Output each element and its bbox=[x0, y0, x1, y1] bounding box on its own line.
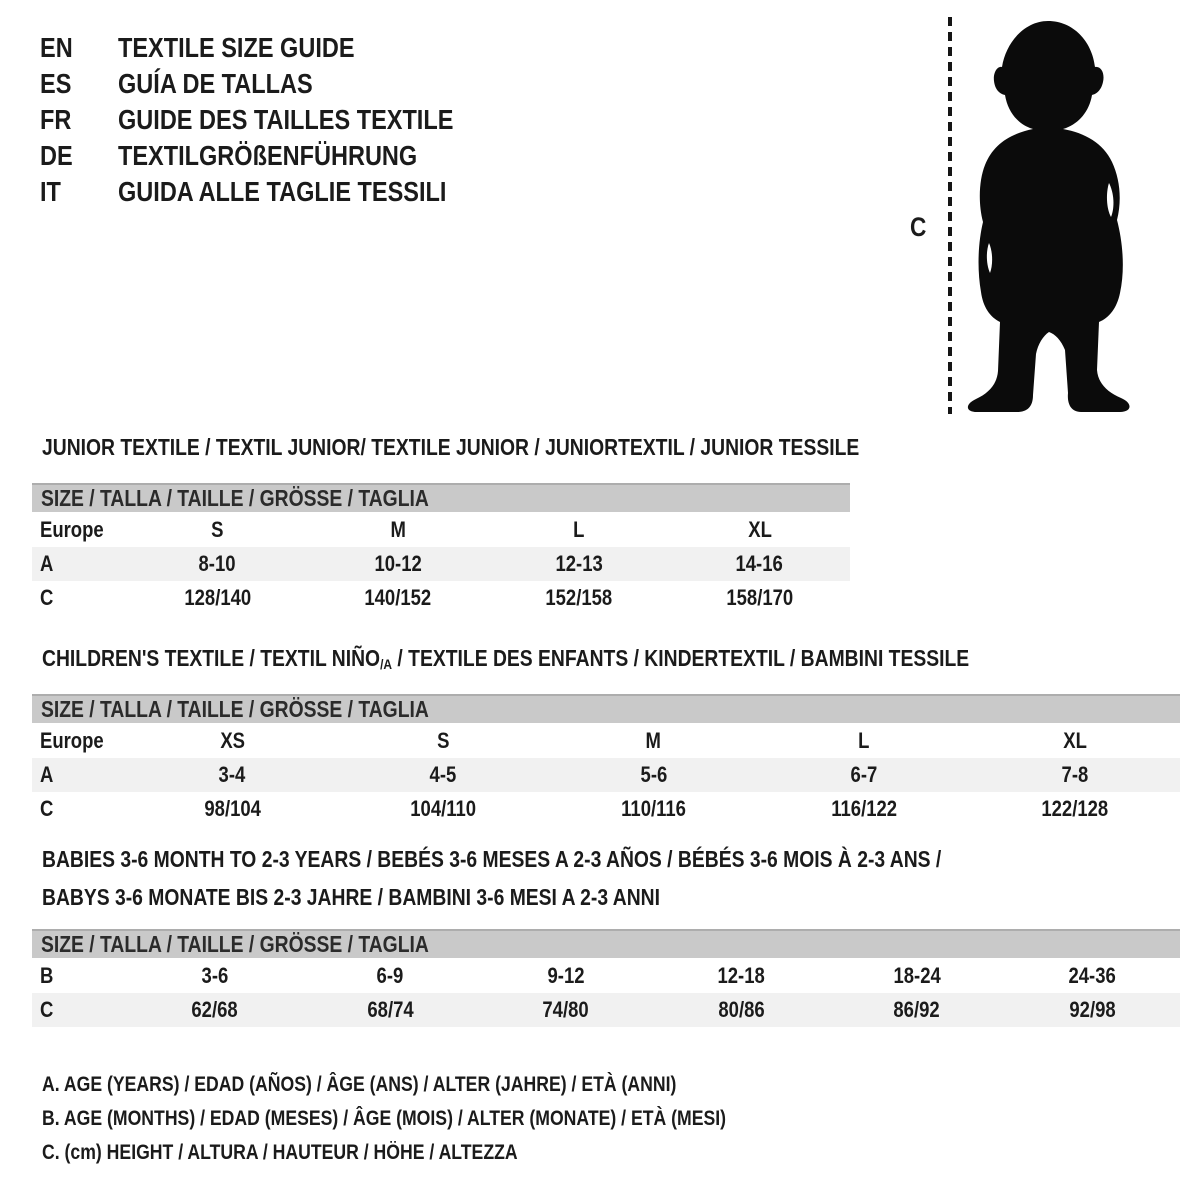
table-cell: 6-7 bbox=[850, 762, 878, 787]
language-code-es: ES bbox=[40, 68, 72, 99]
language-code-en: EN bbox=[40, 32, 73, 63]
children-col-l: L bbox=[858, 727, 870, 753]
table-cell: 4-5 bbox=[429, 762, 457, 787]
junior-section-title bbox=[42, 434, 1015, 460]
table-cell: 18-24 bbox=[893, 962, 941, 988]
junior-row-a-label: A bbox=[40, 551, 54, 576]
children-col-xl: XL bbox=[1062, 727, 1087, 753]
junior-col-s: S bbox=[211, 516, 224, 542]
table-cell: 128/140 bbox=[183, 585, 251, 610]
children-size-header-bar bbox=[32, 694, 1180, 723]
baby-silhouette-icon bbox=[945, 15, 1145, 415]
children-row-a-label: A bbox=[40, 762, 54, 787]
table-cell: 5-6 bbox=[640, 762, 667, 787]
children-section-title bbox=[42, 645, 1146, 678]
junior-size-header-text: SIZE / TALLA / TAILLE / GRÖSSE / TAGLIA bbox=[41, 485, 429, 511]
children-row-c bbox=[32, 792, 1180, 826]
table-cell: 68/74 bbox=[367, 997, 414, 1022]
legend-line-c bbox=[42, 1138, 608, 1168]
table-cell: 92/98 bbox=[1069, 997, 1116, 1022]
table-cell: 74/80 bbox=[542, 997, 589, 1022]
children-col-m: M bbox=[645, 727, 662, 753]
table-cell: 3-4 bbox=[218, 762, 246, 787]
table-cell: 110/116 bbox=[621, 796, 686, 821]
children-columns-row bbox=[32, 723, 1180, 758]
children-col-xs: XS bbox=[219, 727, 245, 753]
table-cell: 86/92 bbox=[893, 997, 940, 1022]
language-code-it: IT bbox=[40, 176, 61, 207]
language-label-en: TEXTILE SIZE GUIDE bbox=[118, 32, 355, 63]
junior-col-m: M bbox=[390, 516, 406, 542]
junior-columns-row bbox=[32, 512, 850, 547]
language-row-es bbox=[40, 66, 517, 102]
table-cell: 62/68 bbox=[191, 997, 238, 1022]
table-cell: 12-13 bbox=[555, 551, 603, 576]
babies-row-b-label: B bbox=[40, 962, 54, 988]
table-cell: 152/158 bbox=[545, 585, 613, 610]
junior-row-c-label: C bbox=[40, 585, 54, 610]
language-label-es: GUÍA DE TALLAS bbox=[118, 68, 313, 99]
children-row-c-label: C bbox=[40, 796, 54, 821]
babies-size-header-text: SIZE / TALLA / TAILLE / GRÖSSE / TAGLIA bbox=[41, 931, 429, 957]
children-section-title-text bbox=[42, 645, 969, 678]
table-cell: 104/110 bbox=[409, 796, 476, 821]
babies-row-c-label: C bbox=[40, 997, 54, 1022]
table-cell: 80/86 bbox=[718, 997, 765, 1022]
table-cell: 158/170 bbox=[726, 585, 794, 610]
table-cell: 12-18 bbox=[717, 962, 765, 988]
junior-col-europe: Europe bbox=[40, 516, 104, 542]
language-label-it: GUIDA ALLE TAGLIE TESSILI bbox=[118, 176, 447, 207]
children-size-header-text: SIZE / TALLA / TAILLE / GRÖSSE / TAGLIA bbox=[41, 696, 429, 722]
children-col-s: S bbox=[436, 727, 450, 753]
babies-title-line1-text: BABIES 3-6 MONTH TO 2-3 YEARS / BEBÉS 3-6 MESES A 2-3 AÑOS / BÉBÉS 3-6 MOIS À 2-3 ANS / bbox=[42, 846, 942, 872]
table-cell: 10-12 bbox=[374, 551, 422, 576]
junior-row-c bbox=[32, 581, 850, 615]
table-cell: 116/122 bbox=[831, 796, 897, 821]
junior-col-l: L bbox=[573, 516, 585, 542]
table-cell: 14-16 bbox=[735, 551, 784, 576]
language-code-de: DE bbox=[40, 140, 73, 171]
language-list bbox=[40, 30, 517, 210]
table-cell: 7-8 bbox=[1061, 762, 1089, 787]
babies-section-title-line1 bbox=[42, 846, 1113, 872]
legend-line-a-text: A. AGE (YEARS) / EDAD (AÑOS) / ÂGE (ANS) / ALTER (JAHRE) / ETÀ (ANNI) bbox=[42, 1073, 677, 1096]
junior-size-header-bar bbox=[32, 483, 850, 512]
babies-size-header-bar bbox=[32, 929, 1180, 958]
language-label-de: TEXTILGRÖßENFÜHRUNG bbox=[118, 140, 418, 171]
children-title-subscript: /A bbox=[380, 657, 393, 674]
babies-row-c bbox=[32, 993, 1180, 1027]
legend-line-c-text: C. (cm) HEIGHT / ALTURA / HAUTEUR / HÖHE / ALTEZZA bbox=[42, 1141, 518, 1164]
legend-line-b-text: B. AGE (MONTHS) / EDAD (MESES) / ÂGE (MOIS) / ALTER (MONATE) / ETÀ (MESI) bbox=[42, 1107, 727, 1130]
table-cell: 24-36 bbox=[1068, 962, 1116, 988]
legend-line-b bbox=[42, 1104, 856, 1134]
children-col-europe: Europe bbox=[40, 727, 104, 753]
language-label-fr: GUIDE DES TAILLES TEXTILE bbox=[118, 104, 454, 135]
junior-col-xl: XL bbox=[747, 516, 772, 542]
table-cell: 8-10 bbox=[198, 551, 236, 576]
table-cell: 6-9 bbox=[376, 962, 404, 988]
language-row-en bbox=[40, 30, 517, 66]
junior-row-a bbox=[32, 547, 850, 581]
language-row-de bbox=[40, 138, 517, 174]
table-cell: 9-12 bbox=[547, 962, 585, 988]
table-cell: 140/152 bbox=[364, 585, 432, 610]
height-measure-label: C bbox=[910, 212, 927, 242]
children-size-table bbox=[32, 694, 1180, 826]
junior-section-title-text: JUNIOR TEXTILE / TEXTIL JUNIOR/ TEXTILE JUNIOR / JUNIORTEXTIL / JUNIOR TESSILE bbox=[42, 434, 860, 460]
babies-title-line2-text: BABYS 3-6 MONATE BIS 2-3 JAHRE / BAMBINI 3-6 MESI A 2-3 ANNI bbox=[42, 884, 660, 910]
junior-size-table bbox=[32, 483, 850, 615]
table-cell: 122/128 bbox=[1041, 796, 1109, 821]
children-title-suffix: / TEXTILE DES ENFANTS / KINDERTEXTIL / BAMBINI TESSILE bbox=[392, 645, 970, 671]
language-row-fr bbox=[40, 102, 517, 138]
babies-row-b bbox=[32, 958, 1180, 993]
children-title-prefix: CHILDREN'S TEXTILE / TEXTIL NIÑO bbox=[42, 645, 381, 671]
table-cell: 3-6 bbox=[201, 962, 229, 988]
table-cell: 98/104 bbox=[204, 796, 261, 821]
children-row-a bbox=[32, 758, 1180, 792]
babies-section-title-line2 bbox=[42, 884, 778, 910]
babies-size-table bbox=[32, 929, 1180, 1027]
legend-line-a bbox=[42, 1070, 797, 1100]
language-row-it bbox=[40, 174, 517, 210]
language-code-fr: FR bbox=[40, 104, 72, 135]
